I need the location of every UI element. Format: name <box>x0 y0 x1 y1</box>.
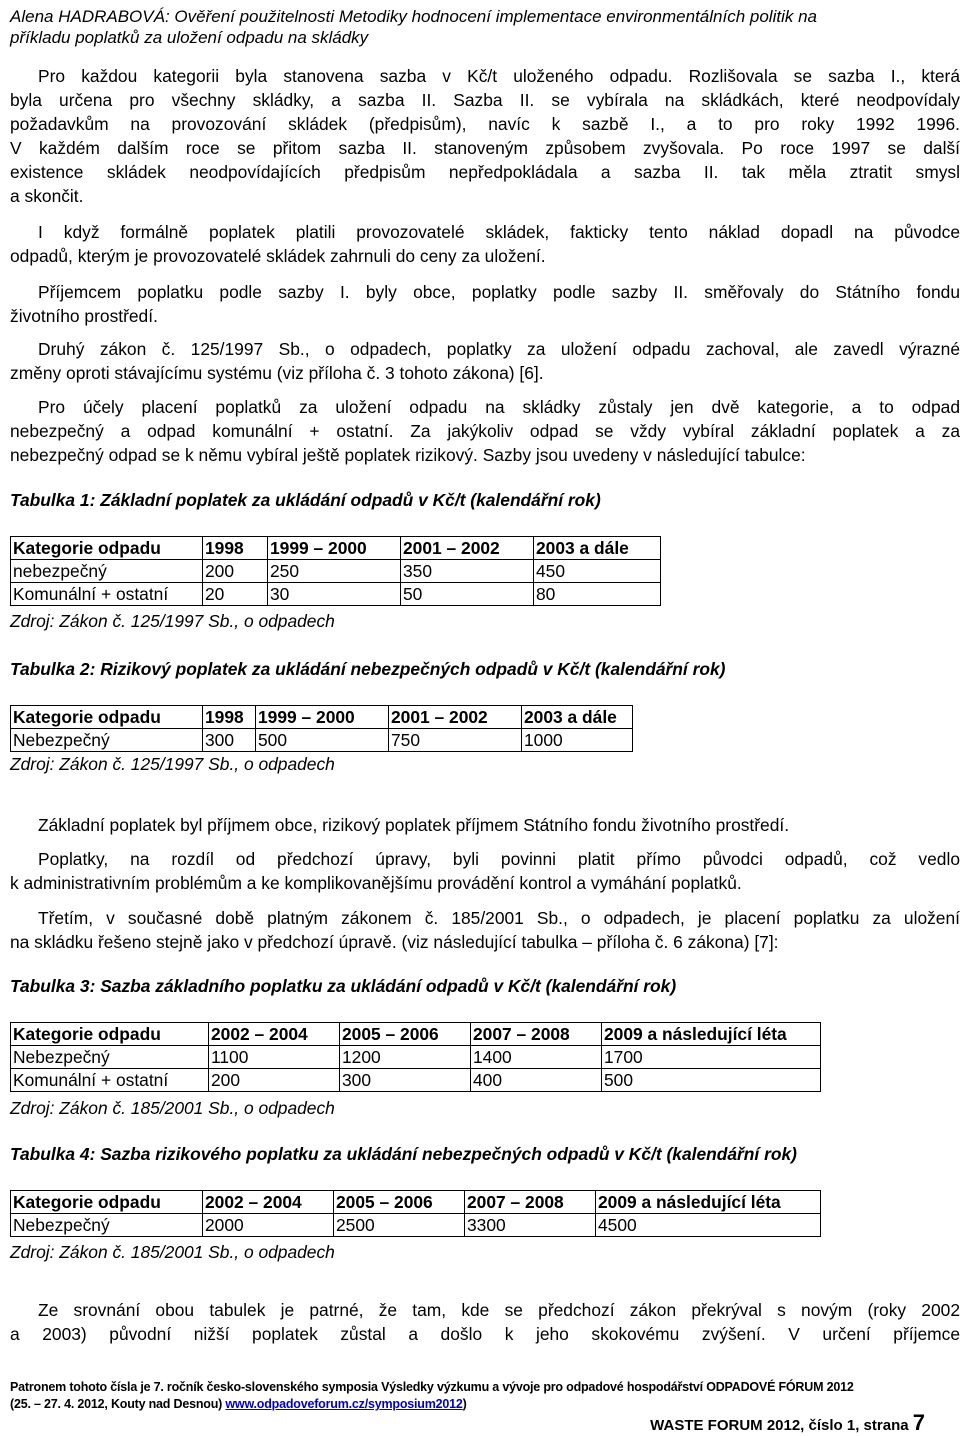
table-row <box>11 560 661 583</box>
table-title: Tabulka 4: Sazba rizikového poplatku za ukládání nebezpečných odpadů v Kč/t (kalendářní rok) <box>10 1144 797 1164</box>
table-source: Zdroj: Zákon č. 125/1997 Sb., o odpadech <box>10 611 335 631</box>
text-line: požadavkům na provozování skládek (předpisům), navíc k sazbě I., a to pro roky 1992 1996. <box>10 114 960 134</box>
table-cell: 250 <box>268 560 401 583</box>
footer-line: Patronem tohoto čísla je 7. ročník česko-slovenského symposia Výsledky výzkumu a vývoje pro odpadové hospodářství ODPADOVÉ FÓRUM 2012 <box>10 1380 854 1394</box>
footer-dates: (25. – 27. 4. 2012, Kouty nad Desnou) <box>10 1397 223 1411</box>
table-cell: 2000 <box>203 1214 334 1237</box>
table-cell: Nebezpečný <box>11 729 203 752</box>
table-cell: 450 <box>534 560 661 583</box>
table-cell: 300 <box>340 1069 471 1092</box>
table-header-row <box>11 537 661 560</box>
text-line: nebezpečný odpad se k němu vybíral ještě poplatek rizikový. Sazby jsou uvedeny v následující tabulce: <box>10 445 806 465</box>
data-table <box>10 705 633 752</box>
text-line: a 2003) původní nižší poplatek zůstal a došlo k jeho skokovému zvýšení. V určení příjemce <box>10 1324 960 1344</box>
table-cell: 200 <box>209 1069 340 1092</box>
table-cell: 350 <box>401 560 534 583</box>
table-cell: Nebezpečný <box>11 1046 209 1069</box>
column-header: 2003 a dále <box>522 706 633 729</box>
table-row <box>11 1046 821 1069</box>
table-source: Zdroj: Zákon č. 185/2001 Sb., o odpadech <box>10 1242 335 1262</box>
text-line: existence skládek neodpovídajících předpisům nepředpokládala a sazba II. tak měla ztratit smysl <box>10 162 960 182</box>
symposium-link[interactable]: www.odpadoveforum.cz/symposium2012 <box>225 1397 463 1411</box>
footer-patron <box>10 1379 854 1413</box>
table-header-row <box>11 1191 821 1214</box>
column-header: Kategorie odpadu <box>11 1191 203 1214</box>
paragraph <box>10 64 960 208</box>
table-cell: 200 <box>203 560 268 583</box>
text-line: a skončit. <box>10 186 84 206</box>
table-row <box>11 583 661 606</box>
table-cell: nebezpečný <box>11 560 203 583</box>
table-cell: 2500 <box>334 1214 465 1237</box>
table-cell: 500 <box>256 729 389 752</box>
text-line: Příjemcem poplatku podle sazby I. byly obce, poplatky podle sazby II. směřovaly do Státního fondu <box>38 282 960 302</box>
text-line: V každém dalším roce se přitom sazba II. stanoveným způsobem zvyšovala. Po roce 1997 se další <box>10 138 960 158</box>
paragraph <box>10 280 960 328</box>
table-cell: 1000 <box>522 729 633 752</box>
column-header: 2002 – 2004 <box>209 1023 340 1046</box>
paragraph <box>10 395 960 467</box>
paragraph <box>10 906 960 954</box>
table-cell: Komunální + ostatní <box>11 1069 209 1092</box>
table-cell: 400 <box>471 1069 602 1092</box>
header-line: příkladu poplatků za uložení odpadu na skládky <box>10 28 369 47</box>
table-cell: 1200 <box>340 1046 471 1069</box>
column-header: 1998 <box>203 706 256 729</box>
column-header: 1999 – 2000 <box>256 706 389 729</box>
column-header: Kategorie odpadu <box>11 706 203 729</box>
table-cell: 50 <box>401 583 534 606</box>
footer-paren: ) <box>462 1397 467 1411</box>
table-source: Zdroj: Zákon č. 125/1997 Sb., o odpadech <box>10 754 335 774</box>
table-title: Tabulka 2: Rizikový poplatek za ukládání nebezpečných odpadů v Kč/t (kalendářní rok) <box>10 659 726 679</box>
column-header: 1999 – 2000 <box>268 537 401 560</box>
text-line: Druhý zákon č. 125/1997 Sb., o odpadech, poplatky za uložení odpadu zachoval, ale zavedl výrazné <box>38 339 960 359</box>
table-cell: 1100 <box>209 1046 340 1069</box>
text-line: nebezpečný a odpad komunální + ostatní. Za jakýkoliv odpad se vždy vybíral základní poplatek a za <box>10 421 960 441</box>
header-line: Alena HADRABOVÁ: Ověření použitelnosti Metodiky hodnocení implementace environmentálních politik na <box>10 7 817 26</box>
data-table <box>10 536 661 606</box>
data-table <box>10 1190 821 1237</box>
text-line: Třetím, v současné době platným zákonem č. 185/2001 Sb., o odpadech, je placení poplatku za uložení <box>38 908 960 928</box>
journal-footer <box>650 1410 925 1436</box>
paragraph <box>10 220 960 268</box>
table-cell: 30 <box>268 583 401 606</box>
text-line: životního prostředí. <box>10 306 158 326</box>
paragraph <box>10 847 960 895</box>
table-cell: Nebezpečný <box>11 1214 203 1237</box>
text-line: byla určena pro všechny skládky, a sazba II. Sazba II. se vybírala na skládkách, které neodpovídaly <box>10 90 960 110</box>
text-line: Poplatky, na rozdíl od předchozí úpravy, byli povinni platit přímo původci odpadů, což vedlo <box>38 849 960 869</box>
column-header: 2009 a následující léta <box>596 1191 821 1214</box>
paragraph <box>10 1298 960 1346</box>
column-header: 2007 – 2008 <box>471 1023 602 1046</box>
column-header: 2001 – 2002 <box>401 537 534 560</box>
journal-name: WASTE FORUM 2012, číslo 1, strana <box>650 1417 909 1434</box>
table-cell: 750 <box>389 729 522 752</box>
running-header <box>10 6 950 48</box>
paragraph <box>10 813 960 837</box>
column-header: 2001 – 2002 <box>389 706 522 729</box>
text-line: k administrativním problémům a ke komplikovanějšímu provádění kontrol a vymáhání poplatků. <box>10 873 742 893</box>
table-row <box>11 1069 821 1092</box>
column-header: 2003 a dále <box>534 537 661 560</box>
text-line: I když formálně poplatek platili provozovatelé skládek, fakticky tento náklad dopadl na původce <box>38 222 960 242</box>
column-header: Kategorie odpadu <box>11 537 203 560</box>
paragraph <box>10 337 960 385</box>
table-cell: 3300 <box>465 1214 596 1237</box>
table-cell: 300 <box>203 729 256 752</box>
text-line: odpadů, kterým je provozovatelé skládek zahrnuli do ceny za uložení. <box>10 246 546 266</box>
table-title: Tabulka 1: Základní poplatek za ukládání odpadů v Kč/t (kalendářní rok) <box>10 490 601 510</box>
table-cell: 1400 <box>471 1046 602 1069</box>
table-cell: Komunální + ostatní <box>11 583 203 606</box>
table-row <box>11 1214 821 1237</box>
column-header: 2005 – 2006 <box>334 1191 465 1214</box>
column-header: 1998 <box>203 537 268 560</box>
table-source: Zdroj: Zákon č. 185/2001 Sb., o odpadech <box>10 1098 335 1118</box>
text-line: Ze srovnání obou tabulek je patrné, že tam, kde se předchozí zákon překrýval s novým (roky 2002 <box>38 1300 960 1320</box>
text-line: Pro účely placení poplatků za uložení odpadu na skládky zůstaly jen dvě kategorie, a to odpad <box>38 397 960 417</box>
table-title: Tabulka 3: Sazba základního poplatku za ukládání odpadů v Kč/t (kalendářní rok) <box>10 976 677 996</box>
table-cell: 4500 <box>596 1214 821 1237</box>
text-line: na skládku řešeno stejně jako v předchozí úpravě. (viz následující tabulka – příloha č. 6 zákona) [7]: <box>10 932 779 952</box>
column-header: 2009 a následující léta <box>602 1023 821 1046</box>
table-cell: 1700 <box>602 1046 821 1069</box>
table-cell: 80 <box>534 583 661 606</box>
text-line: Pro každou kategorii byla stanovena sazba v Kč/t uloženého odpadu. Rozlišovala se sazba I., která <box>38 66 960 86</box>
table-cell: 500 <box>602 1069 821 1092</box>
table-row <box>11 729 633 752</box>
column-header: 2002 – 2004 <box>203 1191 334 1214</box>
table-header-row <box>11 706 633 729</box>
column-header: Kategorie odpadu <box>11 1023 209 1046</box>
text-line: změny oproti stávajícímu systému (viz příloha č. 3 tohoto zákona) [6]. <box>10 363 544 383</box>
table-cell: 20 <box>203 583 268 606</box>
text-line: Základní poplatek byl příjmem obce, rizikový poplatek příjmem Státního fondu životního prostředí. <box>38 815 790 835</box>
data-table <box>10 1022 821 1092</box>
table-header-row <box>11 1023 821 1046</box>
page-number: 7 <box>912 1410 925 1435</box>
column-header: 2005 – 2006 <box>340 1023 471 1046</box>
column-header: 2007 – 2008 <box>465 1191 596 1214</box>
